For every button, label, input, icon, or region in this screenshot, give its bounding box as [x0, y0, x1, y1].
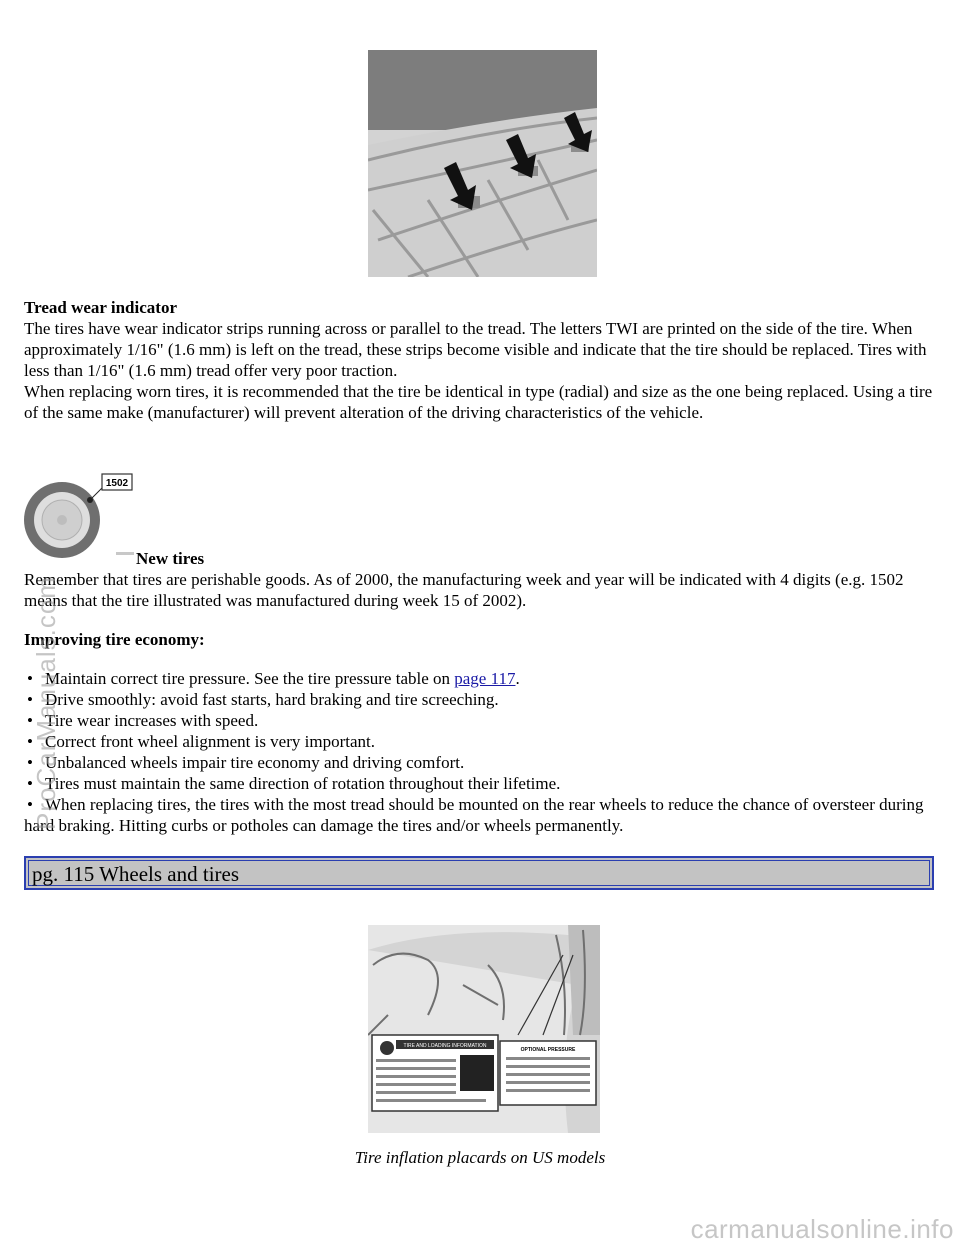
tire-date-code-label: 1502 [105, 478, 129, 489]
tread-wear-heading: Tread wear indicator [24, 298, 177, 317]
tire-replacement-paragraph: When replacing worn tires, it is recommended that the tire be identical in type (radial) and size as the one being replaced. Using a tire of the same make (manufacturer) will prevent alteration of the driving characteristics of the vehicle. [24, 382, 933, 422]
list-item: • Tires must maintain the same direction of rotation throughout their lifetime. [24, 773, 936, 794]
list-item: • Tire wear increases with speed. [24, 710, 936, 731]
page-117-link[interactable]: page 117 [454, 669, 516, 688]
tread-wear-illustration [368, 50, 597, 277]
section-title: pg. 115 Wheels and tires [32, 862, 240, 886]
list-item: • Maintain correct tire pressure. See the tire pressure table on page 117. [24, 668, 936, 689]
tire-economy-heading: Improving tire economy: [24, 630, 205, 649]
list-item: • When replacing tires, the tires with the most tread should be mounted on the rear wheels to reduce the chance of oversteer during hard braking. Hitting curbs or potholes can damage the tires and/or wheels permanently. [24, 794, 936, 836]
side-watermark: ProCarManuals.com [31, 576, 61, 830]
section-header-bar [24, 856, 934, 890]
optional-pressure-label: OPTIONAL PRESSURE [520, 1047, 576, 1053]
tire-date-code-illustration [24, 470, 136, 560]
list-item: • Correct front wheel alignment is very important. [24, 731, 936, 752]
list-item: • Unbalanced wheels impair tire economy and driving comfort. [24, 752, 936, 773]
tread-wear-paragraph: The tires have wear indicator strips running across or parallel to the tread. The letters TWI are printed on the side of the tire. When approximately 1/16" (1.6 mm) is left on the tread, these strips become visible and indicate that the tire should be replaced. Tires with less than 1/16" (1.6 mm) tread offer very poor traction. [24, 319, 927, 380]
list-item: • Drive smoothly: avoid fast starts, hard braking and tire screeching. [24, 689, 936, 710]
tire-loading-label: TIRE AND LOADING INFORMATION [403, 1043, 487, 1049]
tire-placard-illustration [368, 925, 600, 1133]
tire-economy-list [24, 668, 936, 836]
new-tires-paragraph: Remember that tires are perishable goods. As of 2000, the manufacturing week and year will be indicated with 4 digits (e.g. 1502 means that the tire illustrated was manufactured during week 15 of 2002). [24, 570, 904, 610]
figure-caption: Tire inflation placards on US models [354, 1148, 606, 1167]
bottom-watermark: carmanualsonline.info [690, 1214, 954, 1244]
new-tires-heading: New tires [136, 549, 205, 568]
